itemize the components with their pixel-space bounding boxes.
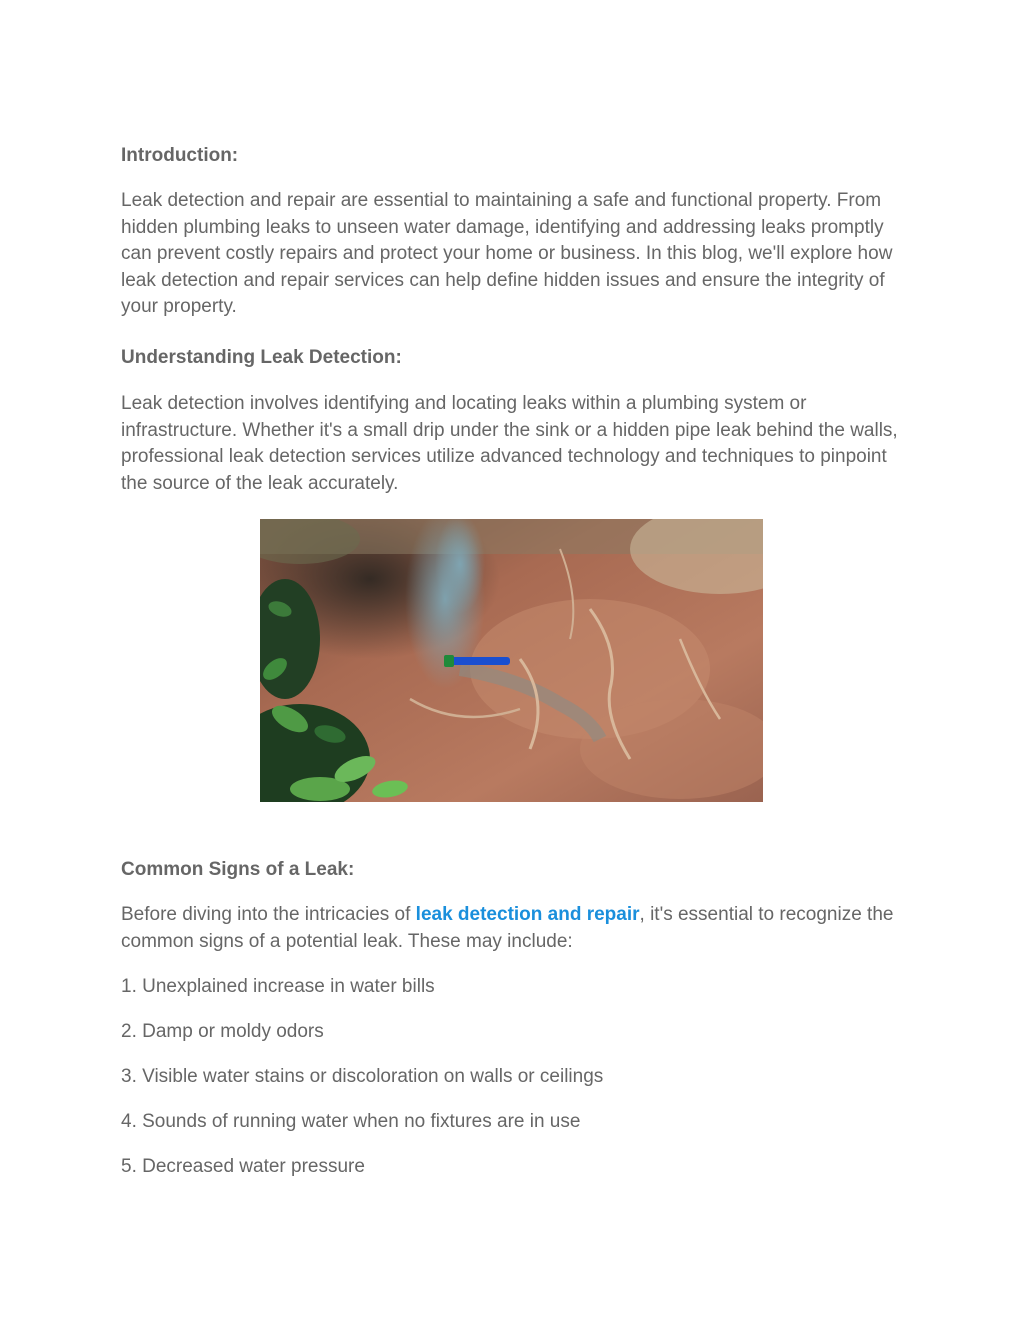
signs-heading: Common Signs of a Leak: [121, 859, 355, 880]
list-item: 1. Unexplained increase in water bills [121, 976, 435, 997]
list-item: 4. Sounds of running water when no fixtures are in use [121, 1111, 581, 1132]
leak-photo [260, 519, 763, 802]
leak-detection-link[interactable]: leak detection and repair [415, 904, 640, 925]
intro-paragraph: Leak detection and repair are essential to maintaining a safe and functional property. From hidden plumbing leaks to unseen water damage, identifying and addressing leaks promptly can prevent costly repairs and protect your home or business. In this blog, we'll explore how leak detection and repair services can help define hidden issues and ensure the integrity of your property. [121, 190, 893, 318]
signs-paragraph [121, 902, 911, 955]
leak-photo-illustration [260, 519, 763, 802]
intro-heading: Introduction: [121, 145, 239, 166]
understanding-paragraph: Leak detection involves identifying and locating leaks within a plumbing system or infrastructure. Whether it's a small drip under the sink or a hidden pipe leak behind the walls, professional leak detection services utilize advanced technology and techniques to pinpoint the source of the leak accurately. [121, 393, 898, 494]
understanding-heading: Understanding Leak Detection: [121, 347, 402, 368]
list-item: 2. Damp or moldy odors [121, 1021, 324, 1042]
signs-text-after: , it's essential to recognize the common signs of a potential leak. These may include: [121, 904, 894, 952]
list-item: 3. Visible water stains or discoloration on walls or ceilings [121, 1066, 604, 1087]
list-item: 5. Decreased water pressure [121, 1156, 365, 1177]
signs-text-before: Before diving into the intricacies of [121, 904, 416, 925]
